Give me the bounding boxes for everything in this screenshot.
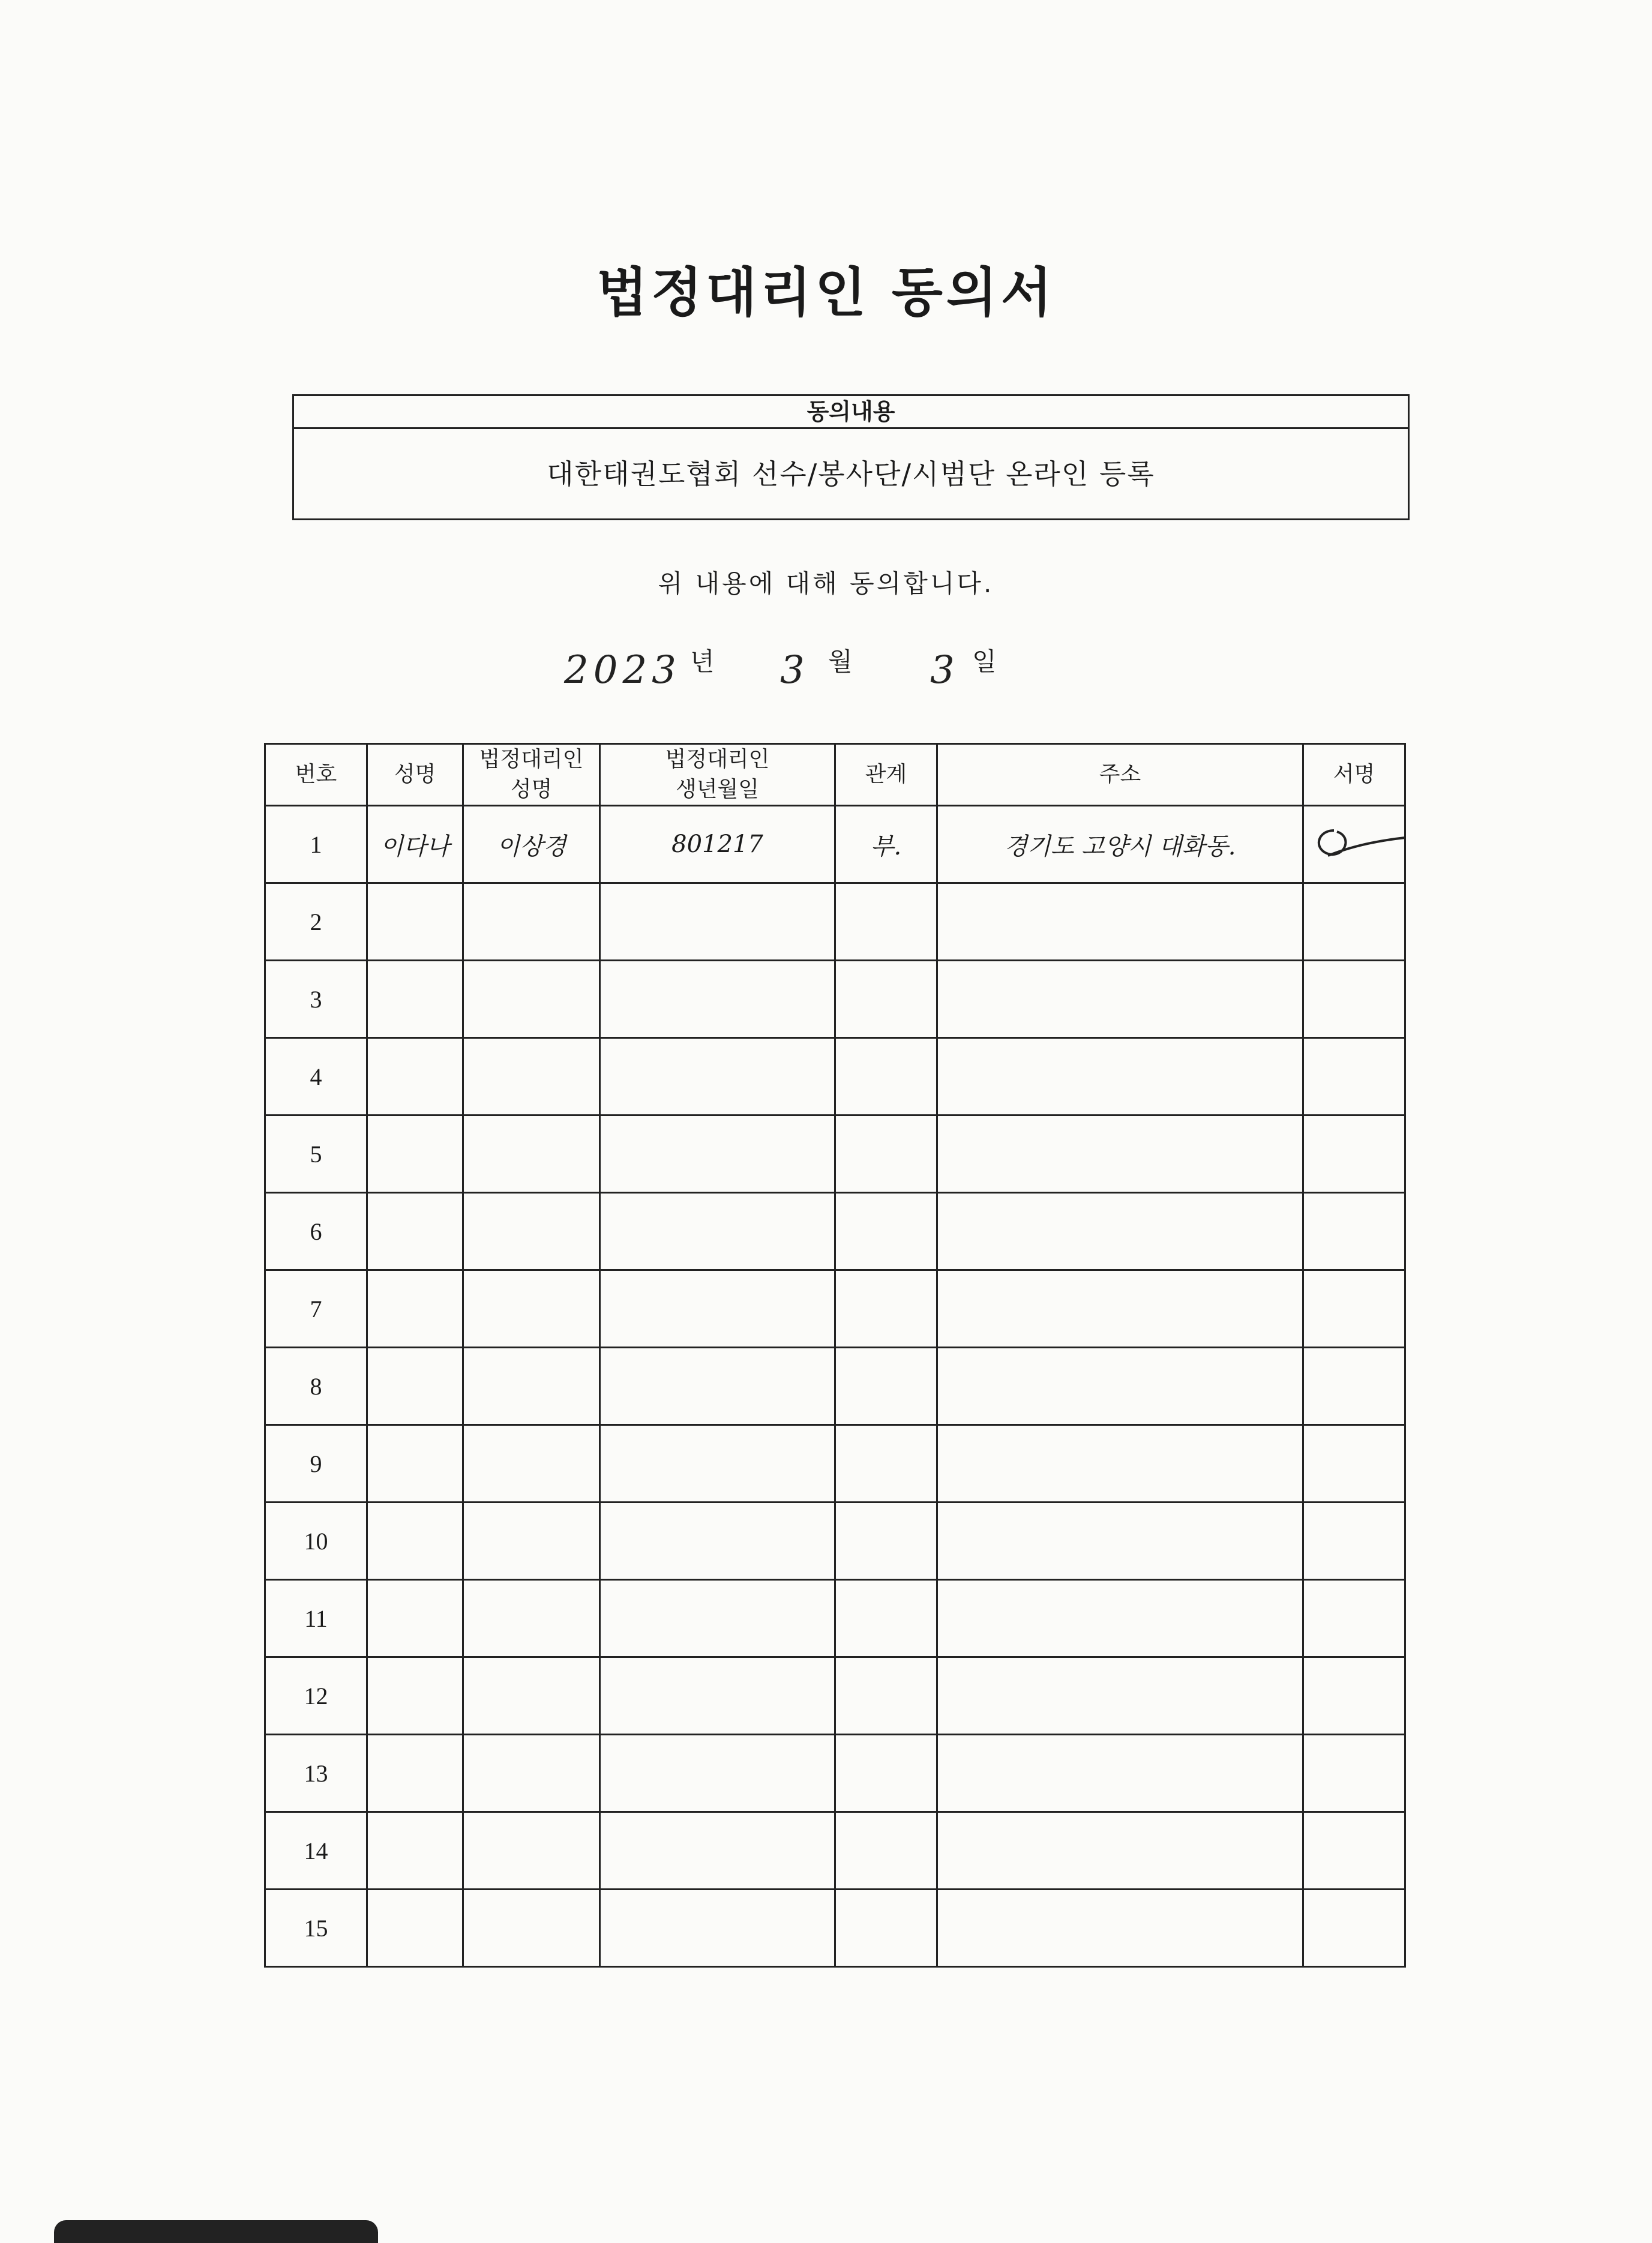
cell-address	[937, 1657, 1303, 1735]
cell-guardian-name	[463, 1038, 600, 1115]
handwritten-signature	[1304, 806, 1404, 882]
cell-guardian-birth	[600, 1890, 835, 1967]
table-row	[265, 1038, 1405, 1115]
cell-guardian-name	[463, 1193, 600, 1270]
consent-box	[292, 394, 1410, 520]
cell-relation	[835, 1657, 937, 1735]
table-row	[265, 1348, 1405, 1425]
cell-name	[367, 1115, 463, 1193]
cell-no: 3	[265, 961, 367, 1038]
cell-address	[937, 1890, 1303, 1967]
header-relation: 관계	[835, 744, 937, 806]
date-year: 2023	[564, 648, 681, 692]
cell-address	[937, 1348, 1303, 1425]
cell-relation	[835, 1812, 937, 1890]
cell-no: 1	[265, 806, 367, 883]
cell-guardian-birth	[600, 1115, 835, 1193]
cell-relation	[835, 1348, 937, 1425]
header-signature: 서명	[1303, 744, 1405, 806]
cell-no: 4	[265, 1038, 367, 1115]
header-guardian-birth: 법정대리인 생년월일	[600, 744, 835, 806]
cell-name	[367, 1503, 463, 1580]
cell-no: 5	[265, 1115, 367, 1193]
cell-name	[367, 1193, 463, 1270]
cell-signature	[1303, 1193, 1405, 1270]
table-row	[265, 1890, 1405, 1967]
cell-no: 6	[265, 1193, 367, 1270]
cell-guardian-name	[463, 1348, 600, 1425]
cell-guardian-name	[463, 1735, 600, 1812]
table-row	[265, 961, 1405, 1038]
cell-guardian-birth	[600, 1038, 835, 1115]
cell-address	[937, 883, 1303, 961]
date-day: 3	[930, 648, 960, 692]
cell-name	[367, 1735, 463, 1812]
cell-name	[367, 1038, 463, 1115]
date-month: 3	[780, 648, 809, 692]
cell-relation	[835, 1503, 937, 1580]
table-row	[265, 1193, 1405, 1270]
cell-signature	[1303, 1270, 1405, 1348]
cell-no: 11	[265, 1580, 367, 1657]
cell-no: 10	[265, 1503, 367, 1580]
cell-signature	[1303, 1657, 1405, 1735]
table-row	[265, 1657, 1405, 1735]
cell-address	[937, 1503, 1303, 1580]
cell-no: 15	[265, 1890, 367, 1967]
cell-signature	[1303, 1890, 1405, 1967]
cell-relation	[835, 1115, 937, 1193]
cell-signature	[1303, 1503, 1405, 1580]
header-address: 주소	[937, 744, 1303, 806]
cell-guardian-birth	[600, 961, 835, 1038]
table-row	[265, 1270, 1405, 1348]
cell-guardian-name	[463, 1115, 600, 1193]
cell-guardian-birth	[600, 883, 835, 961]
cell-signature	[1303, 1038, 1405, 1115]
cell-no: 9	[265, 1425, 367, 1503]
table-row	[265, 1812, 1405, 1890]
cell-signature	[1303, 1812, 1405, 1890]
cell-relation	[835, 883, 937, 961]
cell-relation	[835, 1735, 937, 1812]
table-row	[265, 1115, 1405, 1193]
cell-address	[937, 1193, 1303, 1270]
cell-guardian-name	[463, 1580, 600, 1657]
cell-guardian-birth	[600, 1348, 835, 1425]
table-row	[265, 1580, 1405, 1657]
cell-no: 13	[265, 1735, 367, 1812]
cell-signature	[1303, 1580, 1405, 1657]
cell-name	[367, 1425, 463, 1503]
cell-address	[937, 1038, 1303, 1115]
cell-guardian-birth	[600, 1193, 835, 1270]
cell-address	[937, 1270, 1303, 1348]
cell-no: 7	[265, 1270, 367, 1348]
cell-name	[367, 1270, 463, 1348]
cell-address	[937, 1580, 1303, 1657]
cell-relation	[835, 1425, 937, 1503]
cell-relation	[835, 1038, 937, 1115]
cell-name	[367, 1890, 463, 1967]
header-no: 번호	[265, 744, 367, 806]
cell-guardian-birth: 801217	[600, 806, 835, 883]
cell-address	[937, 1425, 1303, 1503]
cell-name	[367, 883, 463, 961]
date-line	[564, 642, 1044, 714]
cell-guardian-name	[463, 961, 600, 1038]
cell-relation	[835, 1890, 937, 1967]
table-row	[265, 1425, 1405, 1503]
cell-no: 14	[265, 1812, 367, 1890]
cell-guardian-name	[463, 1890, 600, 1967]
cell-relation	[835, 1580, 937, 1657]
table-row	[265, 883, 1405, 961]
cell-name: 이다나	[367, 806, 463, 883]
cell-name	[367, 1348, 463, 1425]
table-header-row	[265, 744, 1405, 806]
cell-guardian-name	[463, 883, 600, 961]
cell-signature	[1303, 1425, 1405, 1503]
cell-signature	[1303, 961, 1405, 1038]
table-row	[265, 806, 1405, 883]
scan-edge-shadow	[54, 2220, 378, 2243]
cell-relation	[835, 961, 937, 1038]
cell-guardian-birth	[600, 1812, 835, 1890]
date-day-unit: 일	[972, 647, 997, 676]
cell-name	[367, 961, 463, 1038]
document-title: 법정대리인 동의서	[596, 262, 1056, 323]
cell-guardian-birth	[600, 1580, 835, 1657]
cell-no: 2	[265, 883, 367, 961]
cell-guardian-birth	[600, 1503, 835, 1580]
cell-address	[937, 1115, 1303, 1193]
cell-no: 12	[265, 1657, 367, 1735]
cell-name	[367, 1580, 463, 1657]
cell-no: 8	[265, 1348, 367, 1425]
header-name: 성명	[367, 744, 463, 806]
cell-guardian-birth	[600, 1657, 835, 1735]
cell-address: 경기도 고양시 대화동.	[937, 806, 1303, 883]
cell-name	[367, 1812, 463, 1890]
cell-signature	[1303, 806, 1405, 883]
table-row	[265, 1503, 1405, 1580]
cell-guardian-name	[463, 1270, 600, 1348]
cell-signature	[1303, 1348, 1405, 1425]
cell-relation	[835, 1193, 937, 1270]
cell-guardian-name: 이상경	[463, 806, 600, 883]
agreement-statement: 위 내용에 대해 동의합니다.	[658, 569, 994, 598]
cell-guardian-name	[463, 1425, 600, 1503]
registration-table	[264, 743, 1406, 1968]
cell-guardian-name	[463, 1503, 600, 1580]
cell-signature	[1303, 1115, 1405, 1193]
cell-guardian-name	[463, 1657, 600, 1735]
date-year-unit: 년	[690, 647, 715, 676]
consent-box-header: 동의내용	[294, 396, 1408, 429]
cell-guardian-birth	[600, 1425, 835, 1503]
cell-address	[937, 1735, 1303, 1812]
cell-relation	[835, 1270, 937, 1348]
cell-guardian-birth	[600, 1735, 835, 1812]
cell-signature	[1303, 883, 1405, 961]
consent-box-content: 대한태권도협회 선수/봉사단/시범단 온라인 등록	[547, 458, 1155, 490]
cell-guardian-birth	[600, 1270, 835, 1348]
cell-address	[937, 1812, 1303, 1890]
cell-relation: 부.	[835, 806, 937, 883]
cell-signature	[1303, 1735, 1405, 1812]
date-month-unit: 월	[828, 647, 853, 676]
cell-guardian-name	[463, 1812, 600, 1890]
cell-address	[937, 961, 1303, 1038]
table-row	[265, 1735, 1405, 1812]
cell-name	[367, 1657, 463, 1735]
header-guardian-name: 법정대리인 성명	[463, 744, 600, 806]
